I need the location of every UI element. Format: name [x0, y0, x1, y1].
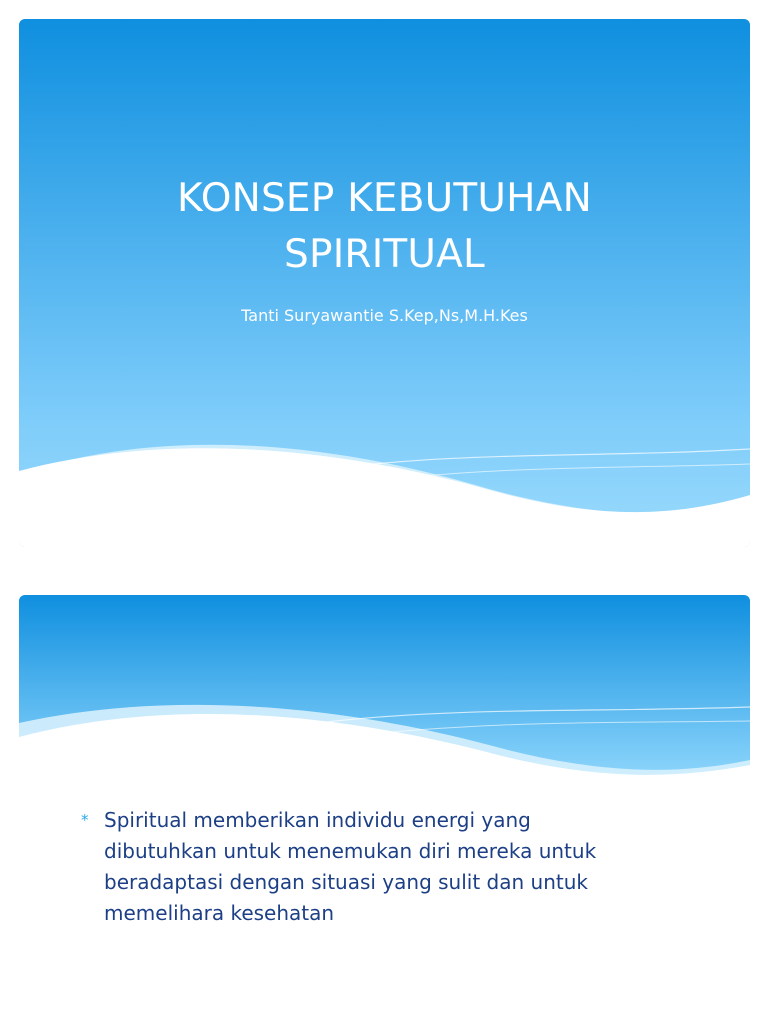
bullet-list — [81, 805, 641, 929]
slide-subtitle: Tanti Suryawantie S.Kep,Ns,M.H.Kes — [241, 306, 528, 325]
slide-header-background — [19, 595, 750, 1005]
slide-title — [19, 171, 750, 283]
slide-background — [19, 19, 750, 547]
asterisk-bullet-icon: * — [81, 811, 89, 829]
list-item — [81, 805, 641, 929]
slide-title-line: KONSEP KEBUTUHAN — [177, 176, 592, 221]
content-slide — [19, 595, 750, 1005]
title-slide — [19, 19, 750, 547]
slide-title-line: SPIRITUAL — [284, 232, 485, 277]
bullet-text: Spiritual memberikan individu energi yang dibutuhkan untuk menemukan diri mereka untuk beradaptasi dengan situasi yang sulit dan untuk memelihara kesehatan — [104, 808, 597, 925]
